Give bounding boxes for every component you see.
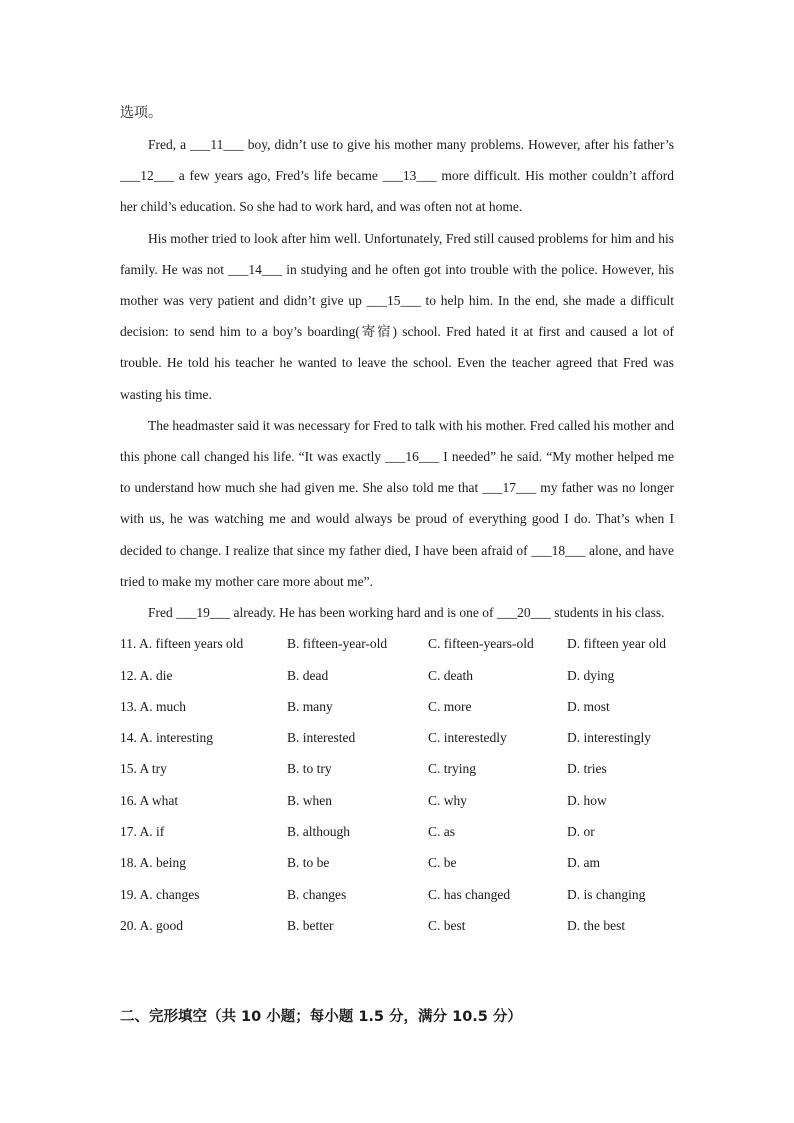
section-heading: 二、完形填空（共 10 小题；每小题 1.5 分，满分 10.5 分） [120, 1009, 522, 1025]
option-b: B. interested [287, 730, 356, 746]
option-a: 18. A. being [120, 855, 186, 871]
option-b: B. when [287, 792, 332, 808]
option-b: B. dead [287, 667, 329, 683]
passage-paragraph-3: The headmaster said it was necessary for Fred to talk with his mother. Fred called his mother and this phone call changed his life. “It was exactly ___16___ I needed” he said. “My mother helped me to understand how much she had given me. She also told me that ___17___ my father was no longer with us, he was watching me and would always be proud of everything good I do. That’s when I decided to change. I realize that since my father died, I have been afraid of ___18___ alone, and have tried to make my mother care more about me”. [120, 417, 674, 589]
option-c: C. trying [428, 761, 477, 777]
passage-paragraph-4: Fred ___19___ already. He has been working hard and is one of ___20___ students in his class. [148, 605, 665, 621]
question-17-options [120, 816, 674, 847]
option-d: D. most [567, 698, 610, 714]
question-19-options [120, 879, 674, 910]
option-d: D. the best [567, 917, 626, 933]
option-a: 14. A. interesting [120, 730, 213, 746]
passage-paragraph-1: Fred, a ___11___ boy, didn’t use to give his mother many problems. However, after his father’s ___12___ a few years ago, Fred’s life became ___13___ more difficult. His mother couldn’t afford her child’s education. So she had to work hard, and was often not at home. [120, 137, 674, 215]
option-d: D. how [567, 792, 607, 808]
option-c: C. death [428, 667, 473, 683]
option-b: B. although [287, 824, 350, 840]
option-d: D. dying [567, 667, 615, 683]
option-b: B. to be [287, 855, 330, 871]
question-18-options [120, 847, 674, 878]
option-c: C. has changed [428, 886, 511, 902]
option-b: B. fifteen-year-old [287, 636, 388, 652]
passage-paragraph-2: His mother tried to look after him well. Unfortunately, Fred still caused problems for him and his family. He was not ___14___ in studying and he often got into trouble with the police. However, his mother was very patient and didn’t give up ___15___ to help him. In the end, she made a difficult decision: to send him to a boy’s boarding(寄宿) school. Fred hated it at first and caused a lot of trouble. He told his teacher he wanted to leave the school. Even the teacher agreed that Fred was wasting his time. [120, 230, 674, 402]
option-a: 15. A try [120, 761, 167, 777]
option-d: D. interestingly [567, 730, 651, 746]
option-d: D. is changing [567, 886, 646, 902]
option-c: C. be [428, 855, 457, 871]
option-b: B. better [287, 917, 334, 933]
option-b: B. to try [287, 761, 332, 777]
option-a: 12. A. die [120, 667, 173, 683]
option-b: B. many [287, 698, 333, 714]
option-a: 16. A what [120, 792, 179, 808]
question-16-options [120, 785, 674, 816]
option-a: 17. A. if [120, 824, 165, 840]
question-20-options [120, 910, 674, 941]
option-d: D. fifteen year old [567, 636, 666, 652]
option-c: C. as [428, 824, 455, 840]
question-13-options [120, 691, 674, 722]
option-d: D. am [567, 855, 600, 871]
option-c: C. more [428, 698, 472, 714]
question-11-options [120, 628, 674, 659]
document-body [120, 98, 674, 941]
option-d: D. or [567, 824, 595, 840]
option-d: D. tries [567, 761, 607, 777]
option-a: 13. A. much [120, 698, 186, 714]
option-a: 19. A. changes [120, 886, 200, 902]
option-c: C. why [428, 792, 468, 808]
option-b: B. changes [287, 886, 347, 902]
option-a: 11. A. fifteen years old [120, 636, 244, 652]
intro-text: 选项。 [120, 106, 162, 121]
question-15-options [120, 753, 674, 784]
option-c: C. fifteen-years-old [428, 636, 534, 652]
question-12-options [120, 660, 674, 691]
option-c: C. interestedly [428, 730, 507, 746]
option-a: 20. A. good [120, 917, 184, 933]
option-c: C. best [428, 917, 466, 933]
answer-options [120, 628, 674, 941]
question-14-options [120, 722, 674, 753]
